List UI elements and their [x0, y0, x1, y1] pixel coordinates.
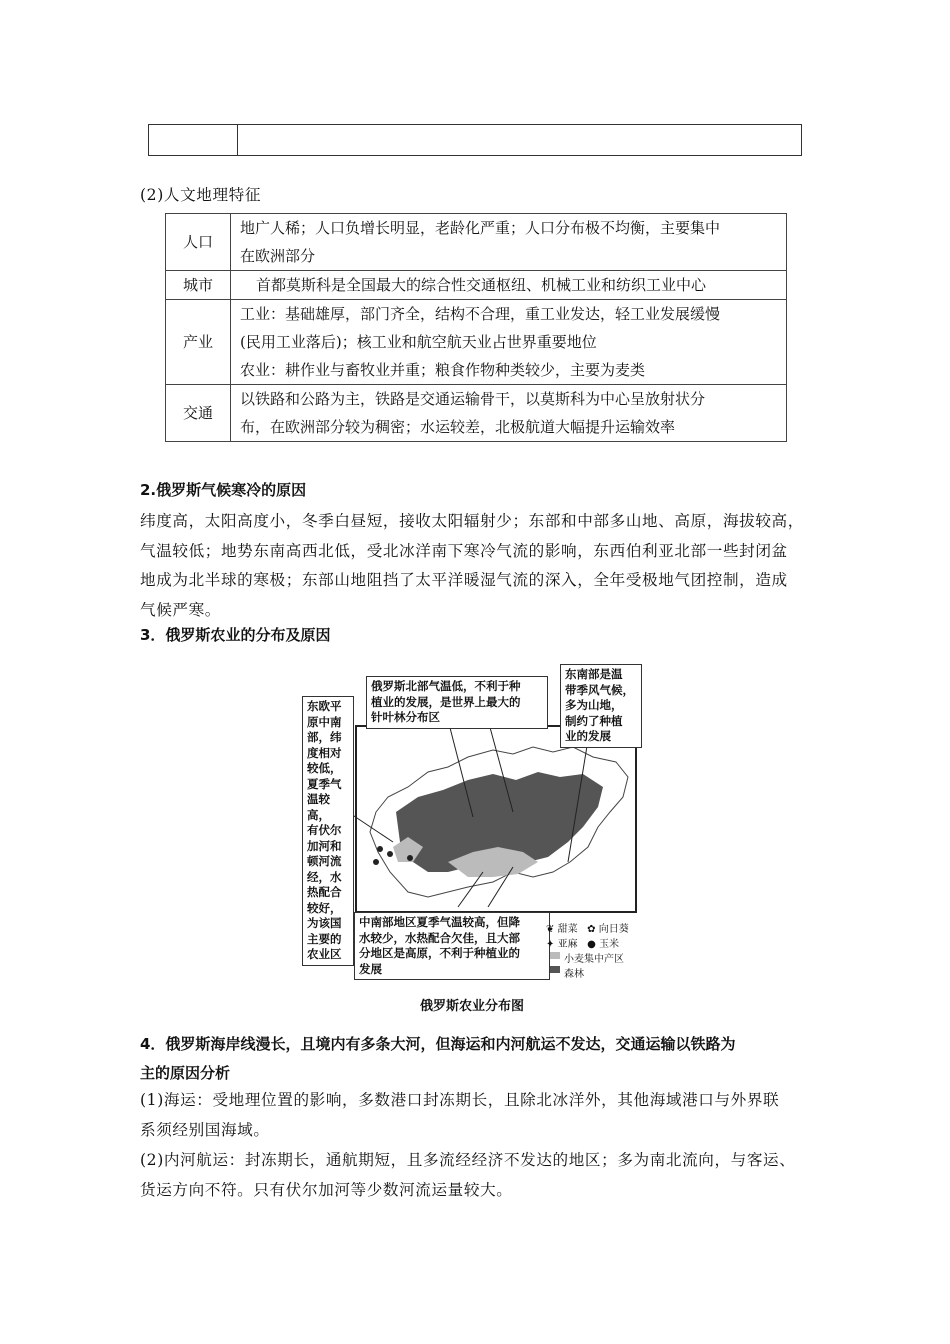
paragraph-line: 气候严寒。: [140, 600, 221, 619]
section-human-heading: (2)人文地理特征: [140, 186, 262, 204]
paragraph-line: 气温较低；地势东南高西北低，受北冰洋南下寒冷气流的影响，东西伯利亚北部一些封闭盆: [140, 541, 788, 560]
row-line: 首都莫斯科是全国最大的综合性交通枢纽、机械工业和纺织工业中心: [256, 276, 707, 294]
row-key: 交通: [166, 385, 231, 442]
legend-corn-icon: ●: [587, 939, 596, 950]
row-line: 布，在欧洲部分较为稠密；水运较差，北极航道大幅提升运输效率: [240, 418, 676, 436]
note-west: 东欧平 原中南 部，纬 度相对 较低， 夏季气 温较高， 有伏尔 加河和 顿河流 经，水 热配合 较好， 为该国 主要的 农业区: [302, 696, 354, 966]
note-east: 东南部是温 带季风气候， 多为山地， 制约了种植 业的发展: [560, 664, 642, 748]
legend-label: 向日葵: [598, 924, 629, 935]
section4-p1: [140, 1086, 830, 1145]
table-row: [166, 385, 787, 442]
row-key: 城市: [166, 271, 231, 300]
paragraph-line: (1)海运：受地理位置的影响，多数港口封冻期长，且除北冰洋外，其他海域港口与外界联: [140, 1091, 780, 1109]
legend-label: 亚麻: [557, 939, 578, 950]
row-line: (民用工业落后)；核工业和航空航天业占世界重要地位: [240, 333, 597, 351]
human-geo-table: [165, 213, 787, 442]
section2-title: 2.俄罗斯气候寒冷的原因: [140, 481, 307, 499]
map-caption: 俄罗斯农业分布图: [420, 999, 525, 1014]
row-key: 产业: [166, 300, 231, 385]
top-table: [148, 124, 802, 156]
table-row: [166, 300, 787, 385]
top-table-cell: [149, 125, 238, 156]
title-line: 4．俄罗斯海岸线漫长，且境内有多条大河，但海运和内河航运不发达，交通运输以铁路为: [140, 1035, 736, 1053]
section3-title: 3．俄罗斯农业的分布及原因: [140, 626, 331, 644]
row-line: 工业：基础雄厚，部门齐全，结构不合理，重工业发达，轻工业发展缓慢: [240, 305, 721, 323]
section4-title: [140, 1030, 735, 1088]
crop-marker: [377, 846, 383, 852]
crop-marker: [373, 859, 379, 865]
legend-label: 甜菜: [557, 924, 578, 935]
crop-marker: [387, 851, 393, 857]
legend-sunflower-icon: ✿: [587, 924, 596, 935]
table-row: [166, 271, 787, 300]
note-south: 中南部地区夏季气温较高，但降 水较少，水热配合欠佳，且大部 分地区是高原，不利于种植业的 发展: [354, 912, 550, 980]
note-north: 俄罗斯北部气温低，不利于种 植业的发展，是世界上最大的 针叶林分布区: [366, 676, 548, 729]
paragraph-line: 纬度高，太阳高度小，冬季白昼短，接收太阳辐射少；东部和中部多山地、高原，海拔较高，: [140, 512, 804, 530]
row-line: 农业：耕作业与畜牧业并重；粮食作物种类较少，主要为麦类: [240, 361, 646, 379]
top-table-cell: [238, 125, 802, 156]
row-value: [231, 300, 787, 385]
crop-marker: [407, 855, 413, 861]
legend-label: 森林: [564, 969, 584, 980]
row-line: 在欧洲部分: [240, 247, 316, 265]
paragraph-line: (2)内河航运：封冻期长，通航期短，且多流经经济不发达的地区；多为南北流向，与客运、: [140, 1151, 796, 1169]
row-line: 以铁路和公路为主，铁路是交通运输骨干，以莫斯科为中心呈放射状分: [240, 390, 706, 408]
legend-label: 玉米: [599, 939, 620, 950]
section2-body: [140, 507, 830, 625]
paragraph-line: 系须经别国海域。: [140, 1120, 270, 1139]
map-legend: [546, 920, 629, 980]
legend-label: 小麦集中产区: [564, 954, 624, 965]
legend-sugar-beet-icon: ❦: [546, 924, 555, 935]
title-line: 主的原因分析: [140, 1064, 231, 1082]
row-value: [231, 214, 787, 271]
section4-p2: [140, 1146, 830, 1205]
row-value: [231, 271, 787, 300]
row-line: 地广人稀；人口负增长明显，老龄化严重；人口分布极不均衡，主要集中: [240, 219, 721, 237]
table-row: [166, 214, 787, 271]
row-value: [231, 385, 787, 442]
agriculture-map-figure: [298, 662, 644, 988]
legend-flax-icon: ✦: [546, 939, 555, 950]
row-key: 人口: [166, 214, 231, 271]
paragraph-line: 货运方向不符。只有伏尔加河等少数河流运量较大。: [140, 1180, 513, 1199]
paragraph-line: 地成为北半球的寒极；东部山地阻挡了太平洋暖湿气流的深入，全年受极地气团控制，造成: [140, 571, 788, 589]
